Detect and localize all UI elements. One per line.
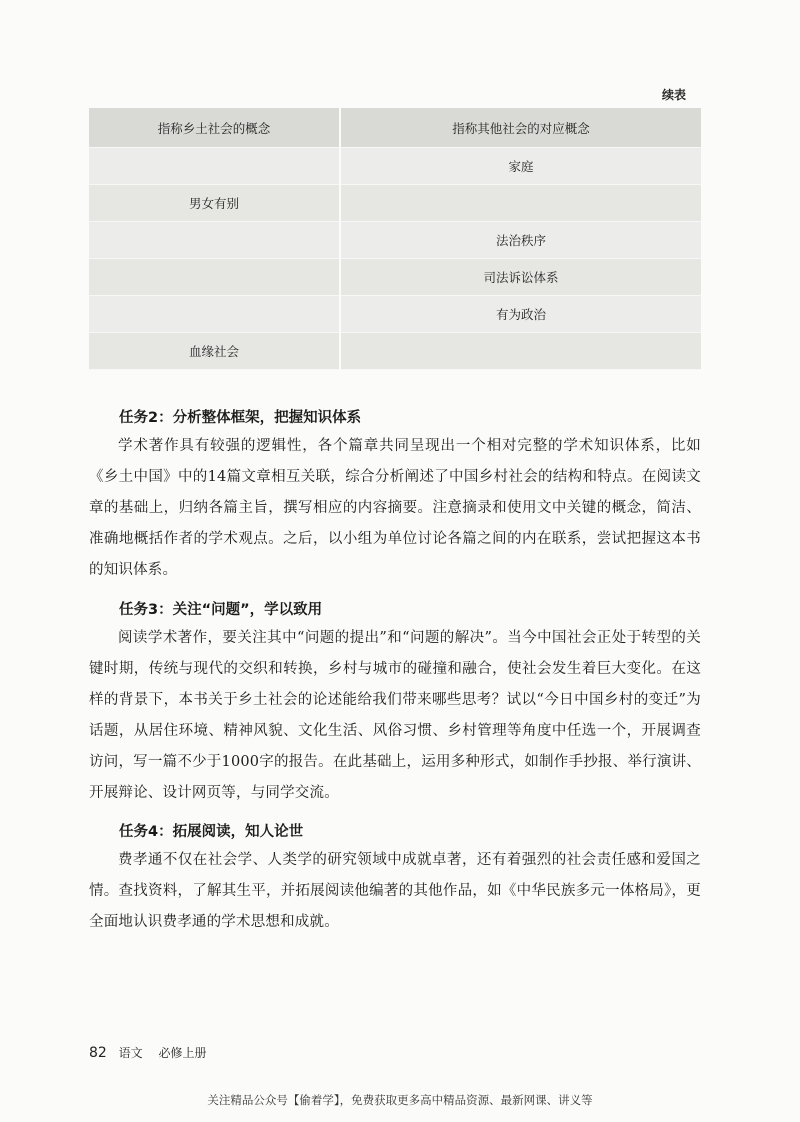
- task-2-paragraph: 学术著作具有较强的逻辑性，各个篇章共同呈现出一个相对完整的学术知识体系，比如《乡土中国》中的14篇文章相互关联，综合分析阐述了中国乡村社会的结构和特点。在阅读文章的基础上，归纳各篇主旨，撰写相应的内容摘要。注意摘录和使用文中关键的概念，简洁、准确地概括作者的学术观点。之后，以小组为单位讨论各篇之间的内在联系，尝试把握这本书的知识体系。: [89, 438, 701, 578]
- column-header-other: 指称其他社会的对应概念: [340, 108, 701, 148]
- table-cell: 血缘社会: [89, 333, 340, 370]
- continued-table-label: 续表: [662, 88, 687, 102]
- task-4-section: [89, 820, 701, 938]
- task-4-title: 任务4：拓展阅读，知人论世: [119, 824, 304, 840]
- table-cell: [340, 185, 701, 222]
- table-row: [89, 185, 701, 222]
- task-4-paragraph: 费孝通不仅在社会学、人类学的研究领域中成就卓著，还有着强烈的社会责任感和爱国之情。查找资料，了解其生平，并拓展阅读他编著的其他作品，如《中华民族多元一体格局》，更全面地认识费孝通的学术思想和成就。: [89, 852, 701, 930]
- table-cell: [89, 148, 340, 185]
- task-2-section: [89, 406, 701, 586]
- footer-subject: 语文: [118, 1046, 143, 1060]
- table-row: [89, 222, 701, 259]
- footer-volume: 必修上册: [158, 1046, 207, 1060]
- task-3-section: [89, 598, 701, 809]
- page-number: 82: [89, 1045, 107, 1061]
- table-cell: 男女有别: [89, 185, 340, 222]
- table-cell: [89, 222, 340, 259]
- table-cell: [340, 333, 701, 370]
- column-header-rural: 指称乡土社会的概念: [89, 108, 340, 148]
- page-footer: [89, 1044, 207, 1061]
- promo-banner: 关注精品公众号【偷着学】，免费获取更多高中精品资源、最新网课、讲义等: [207, 1093, 593, 1107]
- table-cell: 司法诉讼体系: [340, 259, 701, 296]
- table-cell: 有为政治: [340, 296, 701, 333]
- task-3-title: 任务3：关注“问题”，学以致用: [119, 602, 323, 618]
- table-row: [89, 296, 701, 333]
- table-row: [89, 333, 701, 370]
- table-cell: 法治秩序: [340, 222, 701, 259]
- task-2-title: 任务2：分析整体框架，把握知识体系: [119, 410, 362, 426]
- table-cell: 家庭: [340, 148, 701, 185]
- task-3-paragraph: 阅读学术著作，要关注其中“问题的提出”和“问题的解决”。当今中国社会正处于转型的关键时期，传统与现代的交织和转换，乡村与城市的碰撞和融合，使社会发生着巨大变化。在这样的背景下，本书关于乡土社会的论述能给我们带来哪些思考？试以“今日中国乡村的变迁”为话题，从居住环境、精神风貌、文化生活、风俗习惯、乡村管理等角度中任选一个，开展调查访问，写一篇不少于1000字的报告。在此基础上，运用多种形式，如制作手抄报、举行演讲、开展辩论、设计网页等，与同学交流。: [89, 630, 701, 801]
- table-row: [89, 259, 701, 296]
- table-cell: [89, 296, 340, 333]
- table-row: [89, 148, 701, 185]
- concepts-table: [89, 108, 701, 370]
- table-header-row: [89, 108, 701, 148]
- table-cell: [89, 259, 340, 296]
